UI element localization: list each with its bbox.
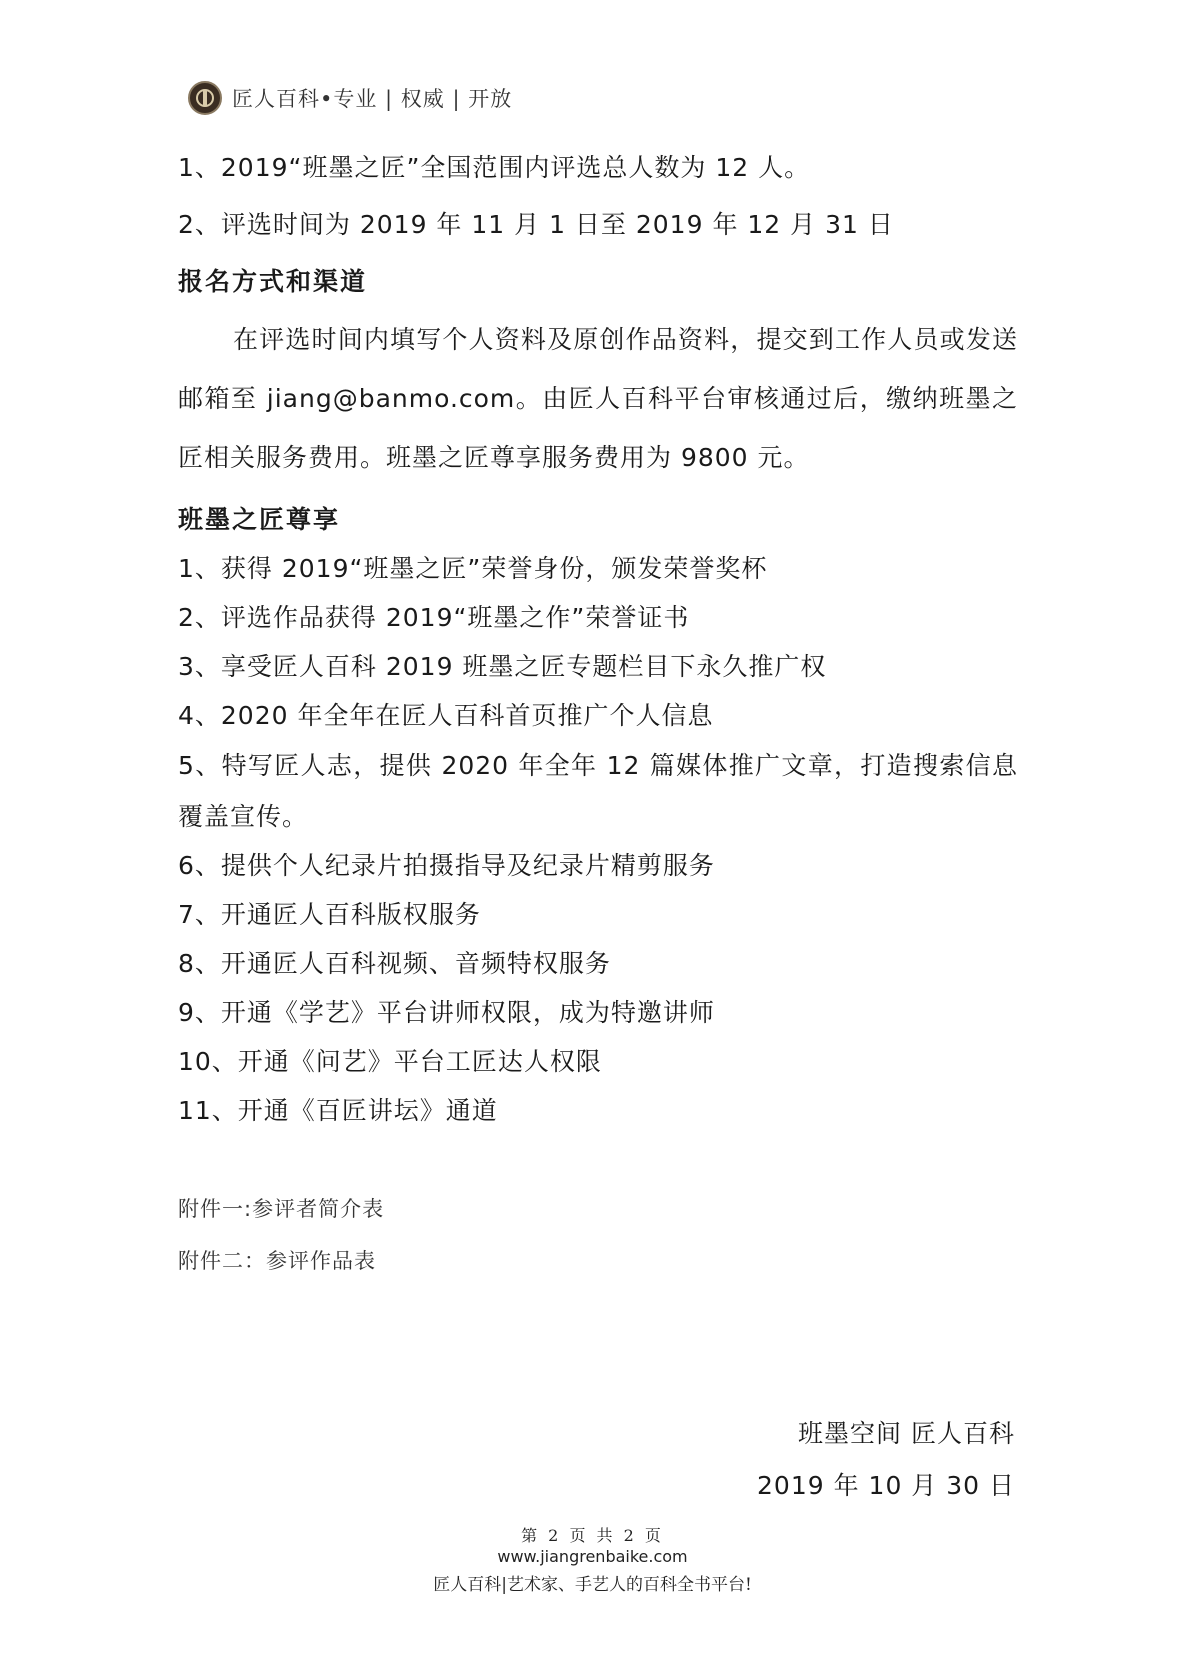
page-header [188,80,512,116]
benefit-item-2: 2、评选作品获得 2019“班墨之作”荣誉证书 [178,603,690,632]
benefit-item-4: 4、2020 年全年在匠人百科首页推广个人信息 [178,701,714,730]
jiangren-baike-logo-icon [188,81,222,115]
benefit-item-11: 11、开通《百匠讲坛》通道 [178,1096,498,1125]
benefit-item-10: 10、开通《问艺》平台工匠达人权限 [178,1047,602,1076]
footer-slogan: 匠人百科|艺术家、手艺人的百科全书平台! [433,1575,752,1595]
attachment-1: 附件一:参评者简介表 [178,1197,385,1221]
signup-paragraph: 在评选时间内填写个人资料及原创作品资料，提交到工作人员或发送邮箱至 jiang@banmo.com。由匠人百科平台审核通过后，缴纳班墨之匠相关服务费用。班墨之匠尊享服务费用为 9800 元。 [178,325,1018,472]
attachment-2: 附件二：参评作品表 [178,1249,376,1273]
header-slogan: 匠人百科•专业 | 权威 | 开放 [232,87,513,111]
benefit-item-8: 8、开通匠人百科视频、音频特权服务 [178,949,611,978]
signature-date: 2019 年 10 月 30 日 [757,1471,1015,1500]
signup-heading: 报名方式和渠道 [178,267,368,296]
rule-item-1: 1、2019“班墨之匠”全国范围内评选总人数为 12 人。 [178,153,811,182]
document-body [178,148,1018,1281]
benefit-item-3: 3、享受匠人百科 2019 班墨之匠专题栏目下永久推广权 [178,652,827,681]
footer-url: www.jiangrenbaike.com [497,1547,688,1566]
benefit-item-1: 1、获得 2019“班墨之匠”荣誉身份，颁发荣誉奖杯 [178,554,768,583]
benefit-item-6: 6、提供个人纪录片拍摄指导及纪录片精剪服务 [178,851,715,880]
footer-page-info: 第 2 页 共 2 页 [521,1526,664,1545]
signature-org: 班墨空间 匠人百科 [798,1419,1015,1448]
rule-item-2: 2、评选时间为 2019 年 11 月 1 日至 2019 年 12 月 31 日 [178,210,894,239]
benefits-heading: 班墨之匠尊享 [178,505,341,534]
benefit-item-5: 5、特写匠人志，提供 2020 年全年 12 篇媒体推广文章，打造搜索信息覆盖宣传。 [178,751,1018,831]
benefit-item-7: 7、开通匠人百科版权服务 [178,900,481,929]
benefit-item-9: 9、开通《学艺》平台讲师权限，成为特邀讲师 [178,998,715,1027]
